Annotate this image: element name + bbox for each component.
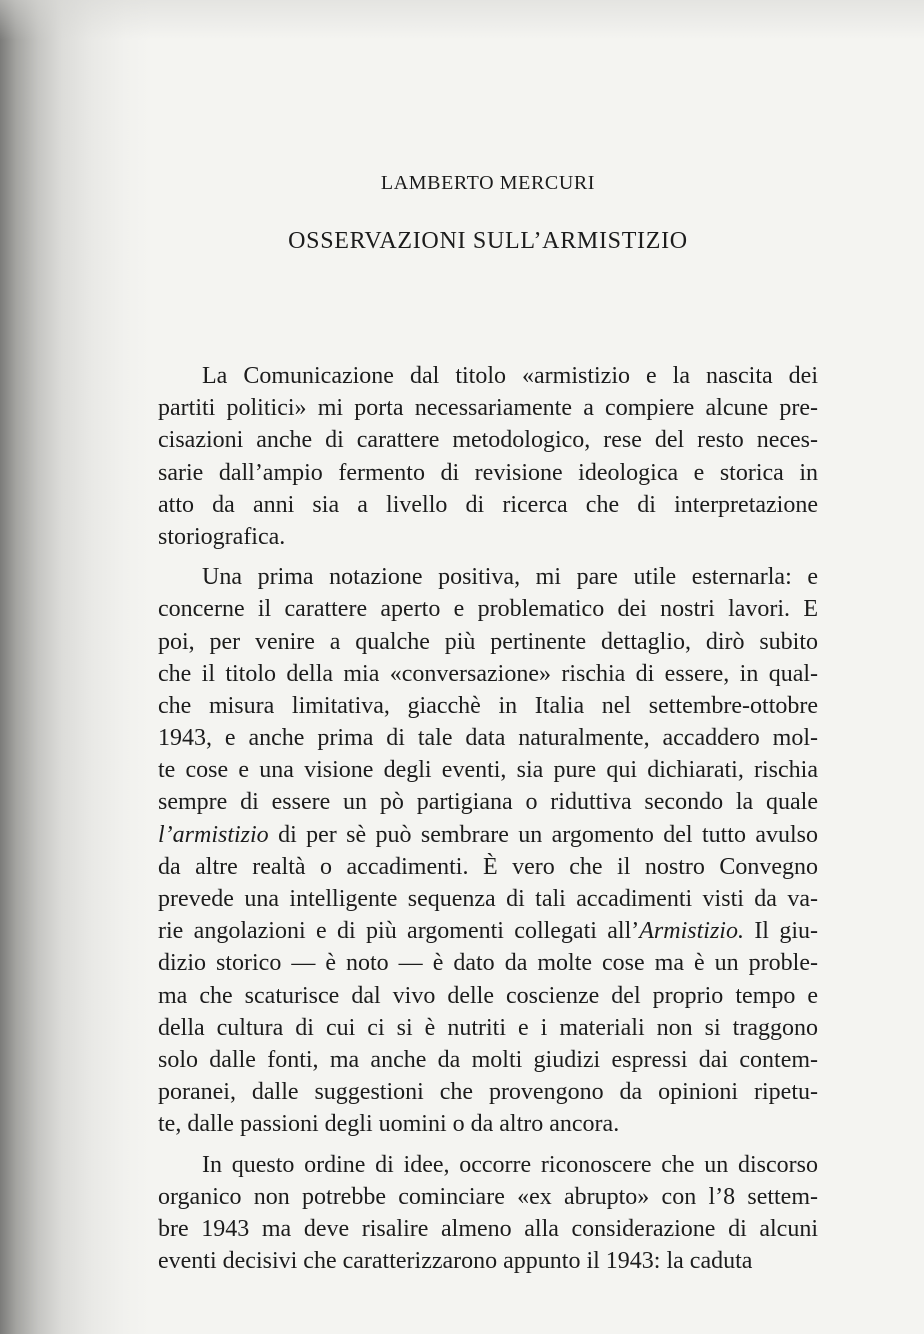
book-page — [158, 168, 818, 1275]
page-top-shadow — [0, 0, 924, 40]
body-text — [158, 360, 818, 1277]
text-run: prevede una intelligente sequenza di tali accadimenti visti da va- — [158, 886, 818, 912]
text-line — [158, 947, 818, 979]
text-line — [158, 883, 818, 915]
text-run: solo dalle fonti, ma anche da molti giudizi espressi dai contem- — [158, 1046, 818, 1073]
text-line — [158, 360, 818, 392]
text-run: poranei, dalle suggestioni che provengono da opinioni ripetu- — [158, 1079, 818, 1106]
text-line — [158, 561, 818, 593]
text-run: 1943, e anche prima di tale data naturalmente, accaddero mol- — [158, 725, 818, 752]
text-run: sempre di essere un pò partigiana o riduttiva secondo la quale — [158, 789, 818, 816]
page-gutter-shadow — [0, 0, 150, 1334]
text-line — [158, 626, 818, 658]
paragraph — [158, 1149, 818, 1278]
text-run: da altre realtà o accadimenti. È vero che il nostro Convegno — [158, 853, 818, 880]
text-line — [158, 722, 818, 754]
text-line — [158, 690, 818, 722]
text-run: sarie dall’ampio fermento di revisione ideologica e storica in — [158, 459, 818, 486]
text-run: Il giu- — [743, 918, 818, 945]
paragraph-gap — [158, 553, 818, 561]
text-line — [158, 593, 818, 625]
text-run: La Comunicazione dal titolo «armistizio e la nascita dei — [202, 363, 818, 389]
italic-text: l’armistizio — [158, 821, 269, 848]
text-run: cisazioni anche di carattere metodologico, rese del resto neces- — [158, 427, 818, 454]
text-run: eventi decisivi che caratterizzarono appunto il 1943: la caduta — [158, 1248, 753, 1275]
text-run: ma che scaturisce dal vivo delle coscienze del proprio tempo e — [158, 982, 818, 1009]
text-line — [158, 819, 818, 851]
text-line — [158, 457, 818, 489]
text-run: concerne il carattere aperto e problematico dei nostri lavori. E — [158, 596, 818, 623]
text-line — [158, 1108, 818, 1140]
text-line — [158, 424, 818, 456]
text-line — [158, 754, 818, 786]
paragraph — [158, 561, 818, 1140]
text-run: storiografica. — [158, 523, 286, 550]
text-run: te cose e una visione degli eventi, sia pure qui dichiarati, rischia — [158, 757, 818, 784]
text-run: te, dalle passioni degli uomini o da altro ancora. — [158, 1111, 620, 1138]
text-run: poi, per venire a qualche più pertinente dettaglio, dirò subito — [158, 628, 818, 655]
text-line — [158, 1149, 818, 1181]
author-name: LAMBERTO MERCURI — [380, 172, 596, 194]
text-run: rie angolazioni e di più argomenti collegati all’ — [158, 918, 640, 945]
text-run: organico non potrebbe cominciare «ex abrupto» con l’8 settem- — [158, 1183, 818, 1210]
text-line — [158, 980, 818, 1012]
paragraph — [158, 360, 818, 553]
paragraph-gap — [158, 1141, 818, 1149]
italic-text: Armistizio. — [639, 918, 744, 945]
text-run: Una prima notazione positiva, mi pare utile esternarla: e — [202, 564, 818, 591]
text-run: partiti politici» mi porta necessariamente a compiere alcune pre- — [158, 395, 818, 422]
chapter-title: OSSERVAZIONI SULL’ARMISTIZIO — [288, 228, 688, 254]
text-line — [158, 1076, 818, 1108]
text-line — [158, 1012, 818, 1044]
text-line — [158, 851, 818, 883]
text-run: che misura limitativa, giacchè in Italia nel settembre-ottobre — [158, 692, 818, 719]
text-line — [158, 915, 818, 947]
text-run: della cultura di cui ci si è nutriti e i materiali non si traggono — [158, 1014, 818, 1041]
text-line — [158, 1245, 818, 1277]
text-line — [158, 1213, 818, 1245]
text-line — [158, 392, 818, 424]
text-run: dizio storico — è noto — è dato da molte cose ma è un proble- — [158, 950, 818, 977]
text-line — [158, 658, 818, 690]
text-run: che il titolo della mia «conversazione» rischia di essere, in qual- — [158, 660, 818, 687]
text-line — [158, 521, 818, 553]
text-line — [158, 489, 818, 521]
text-line — [158, 1181, 818, 1213]
text-run: di per sè può sembrare un argomento del tutto avulso — [268, 821, 818, 848]
text-run: In questo ordine di idee, occorre riconoscere che un discorso — [202, 1151, 818, 1178]
text-run: atto da anni sia a livello di ricerca che di interpretazione — [158, 491, 818, 518]
text-line — [158, 786, 818, 818]
text-run: bre 1943 ma deve risalire almeno alla considerazione di alcuni — [158, 1215, 818, 1242]
text-line — [158, 1044, 818, 1076]
